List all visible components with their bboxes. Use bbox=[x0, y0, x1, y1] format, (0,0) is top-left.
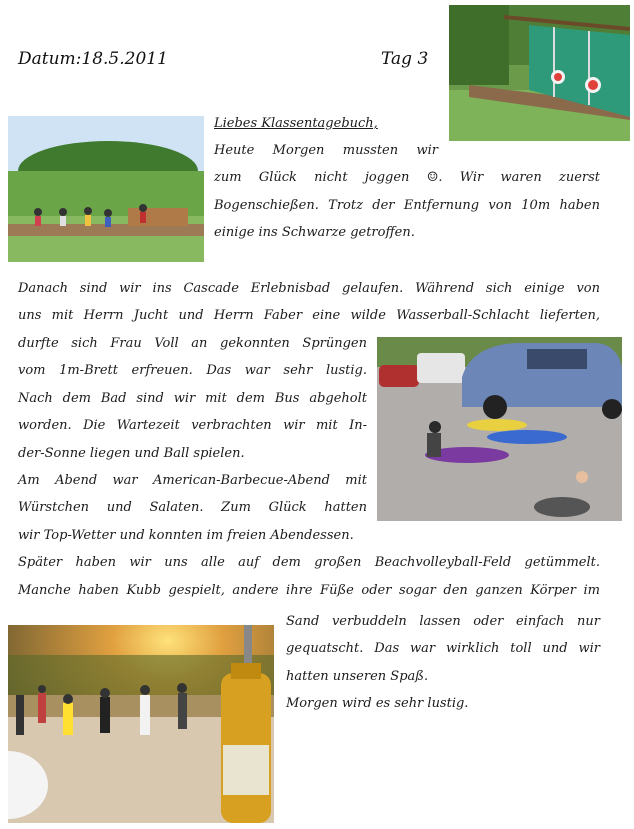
archery-range-photo bbox=[8, 116, 204, 262]
text-line: wir Top-Wetter und konnten im freien Abendessen. bbox=[18, 528, 354, 543]
text-line: Nach dem Bad sind wir mit dem Bus abgeholt bbox=[18, 391, 367, 406]
date-heading: Datum:18.5.2011 bbox=[18, 49, 168, 69]
text-line: Heute Morgen mussten wir bbox=[214, 143, 438, 158]
text-line: gequatscht. Das war wirklich toll und wir bbox=[286, 641, 600, 656]
text-line: hatten unseren Spaß. bbox=[286, 669, 429, 684]
parking-lot-photo bbox=[377, 337, 622, 521]
text-line: Manche haben Kubb gespielt, andere ihre Füße oder sogar den ganzen Körper im bbox=[18, 583, 600, 598]
text-line: Danach sind wir ins Cascade Erlebnisbad gelaufen. Während sich einige von bbox=[18, 281, 600, 296]
text-line: Später haben wir uns alle auf dem großen Beachvolleyball-Feld getümmelt. bbox=[18, 555, 600, 570]
text-line: einige ins Schwarze getroffen. bbox=[214, 225, 415, 240]
text-line: durfte sich Frau Voll an gekonnten Sprüngen bbox=[18, 336, 367, 351]
text-line: Bogenschießen. Trotz der Entfernung von 10m haben bbox=[214, 198, 600, 213]
text-line: worden. Die Wartezeit verbrachten wir mit In- bbox=[18, 418, 367, 433]
salutation: Liebes Klassentagebuch, bbox=[214, 116, 378, 131]
archery-targets-photo bbox=[449, 5, 630, 141]
text-line: der-Sonne liegen und Ball spielen. bbox=[18, 446, 245, 461]
text-line: uns mit Herrn Jucht und Herrn Faber eine wilde Wasserball-Schlacht lieferten, bbox=[18, 308, 600, 323]
text-line: zum Glück nicht joggen ☺. Wir waren zuerst bbox=[214, 170, 600, 185]
text-line: vom 1m-Brett erfreuen. Das war sehr lustig. bbox=[18, 363, 367, 378]
text-line: Sand verbuddeln lassen oder einfach nur bbox=[286, 614, 600, 629]
text-line: Würstchen und Salaten. Zum Glück hatten bbox=[18, 500, 367, 515]
text-line: Am Abend war American-Barbecue-Abend mit bbox=[18, 473, 367, 488]
beach-volleyball-photo bbox=[8, 625, 274, 823]
text-line: Morgen wird es sehr lustig. bbox=[286, 696, 469, 711]
day-heading: Tag 3 bbox=[381, 49, 429, 69]
